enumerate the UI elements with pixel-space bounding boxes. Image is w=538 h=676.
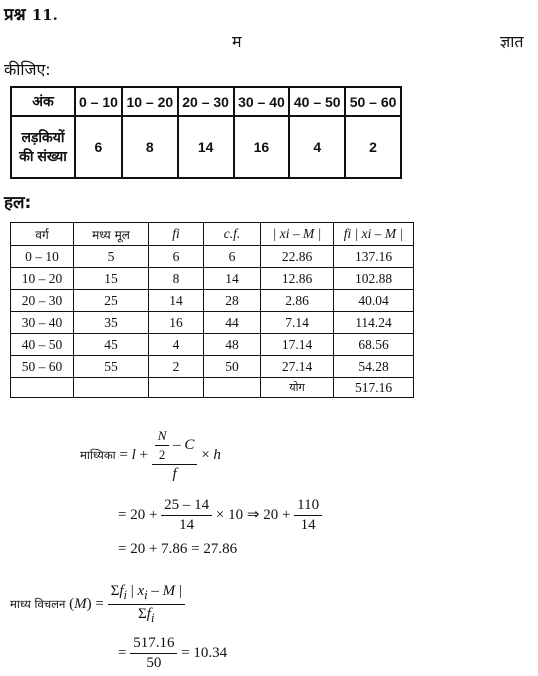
class-row [11, 87, 401, 116]
cell-fi-abs-dev: 40.04 [334, 290, 414, 312]
cell-fi-abs-dev: 68.56 [334, 334, 414, 356]
cell-class: 10 – 20 [11, 268, 74, 290]
mean-deviation-fraction: $\frac{\Sigma f_i | x_i - M |}{\Sigma f_i}$ [108, 583, 185, 626]
table-row [11, 290, 414, 312]
class-cell: 10 – 20 [122, 87, 178, 116]
cell-fi: 14 [149, 290, 204, 312]
cell-midpoint: 25 [74, 290, 149, 312]
final-result: = $\frac{517.16}{50}$ = 10.34 [118, 635, 228, 671]
cell-fi-abs-dev: 54.28 [334, 356, 414, 378]
header-class: वर्ग [11, 223, 74, 246]
step1-fraction-2 [294, 497, 322, 534]
median-step-2: = 20 + 7.86 = 27.86 [118, 541, 238, 557]
empty-cell [11, 378, 74, 398]
cell-midpoint: 15 [74, 268, 149, 290]
cell-abs-dev: 7.14 [261, 312, 334, 334]
cell-fi-abs-dev: 137.16 [334, 246, 414, 268]
total-value: 517.16 [334, 378, 414, 398]
table-row [11, 246, 414, 268]
cell-fi-abs-dev: 102.88 [334, 268, 414, 290]
cell-midpoint: 5 [74, 246, 149, 268]
mean-deviation-formula: माध्य विचलन (M) = $\frac{\Sigma f_i | x_i - M |}{\Sigma f_i}$ [10, 583, 185, 626]
empty-cell [204, 378, 261, 398]
cell-cf: 14 [204, 268, 261, 290]
class-cell: 0 – 10 [75, 87, 122, 116]
cell-fi-abs-dev: 114.24 [334, 312, 414, 334]
header-cf: c.f. [204, 223, 261, 246]
median-label: माध्यिका [80, 447, 116, 462]
cell-fi: 2 [149, 356, 204, 378]
count-row [11, 116, 401, 178]
cell-abs-dev: 12.86 [261, 268, 334, 290]
prompt-text-1: म [232, 32, 242, 51]
cell-midpoint: 55 [74, 356, 149, 378]
cell-midpoint: 45 [74, 334, 149, 356]
header-midpoint: मध्य मूल [74, 223, 149, 246]
step1-fraction [161, 497, 212, 534]
mean-deviation-label: माध्य विचलन [10, 596, 66, 611]
header-abs-dev: | xi – M | [261, 223, 334, 246]
total-row [11, 378, 414, 398]
cell-class: 20 – 30 [11, 290, 74, 312]
count-cell: 16 [234, 116, 290, 178]
header-fi-abs-dev: fi | xi – M | [334, 223, 414, 246]
cell-cf: 44 [204, 312, 261, 334]
median-fraction: $\frac{N}{2}$ – C f [152, 428, 198, 483]
cell-cf: 48 [204, 334, 261, 356]
cell-class: 40 – 50 [11, 334, 74, 356]
step1-lead: = 20 + [118, 506, 158, 523]
final-fraction [130, 635, 177, 672]
class-cell: 50 – 60 [345, 87, 401, 116]
class-cell: 20 – 30 [178, 87, 234, 116]
final-numerator: 517.16 [130, 635, 177, 654]
solution-table [10, 222, 414, 398]
question-table [10, 86, 402, 179]
prompt-text-3: कीजिए: [4, 60, 51, 79]
table-row [11, 312, 414, 334]
cell-midpoint: 35 [74, 312, 149, 334]
cell-abs-dev: 27.14 [261, 356, 334, 378]
count-header [11, 116, 75, 178]
table-row [11, 334, 414, 356]
count-cell: 6 [75, 116, 122, 178]
final-denominator: 50 [146, 655, 162, 671]
empty-cell [74, 378, 149, 398]
median-step-1 [118, 497, 322, 534]
total-label: योग [261, 378, 334, 398]
question-label: प्रश्न [4, 5, 26, 25]
table-row [11, 356, 414, 378]
marks-header: अंक [11, 87, 75, 116]
cell-class: 50 – 60 [11, 356, 74, 378]
cell-abs-dev: 17.14 [261, 334, 334, 356]
question-number: 11. [31, 6, 58, 24]
cell-class: 0 – 10 [11, 246, 74, 268]
count-cell: 14 [178, 116, 234, 178]
cell-class: 30 – 40 [11, 312, 74, 334]
count-cell: 8 [122, 116, 178, 178]
step1-denominator: 14 [179, 517, 195, 533]
prompt-text-2: ज्ञात [500, 32, 524, 51]
count-cell: 2 [345, 116, 401, 178]
class-cell: 40 – 50 [289, 87, 345, 116]
cell-fi: 4 [149, 334, 204, 356]
cell-cf: 50 [204, 356, 261, 378]
solution-label: हल: [4, 193, 32, 213]
count-header-line2: की संख्या [19, 148, 67, 164]
final-value: = 10.34 [181, 644, 228, 661]
empty-cell [149, 378, 204, 398]
cell-abs-dev: 2.86 [261, 290, 334, 312]
median-formula: माध्यिका = l + $\frac{N}{2}$ – C f × h [80, 428, 221, 482]
step1-denominator-2: 14 [300, 517, 316, 533]
step1-numerator: 25 – 14 [161, 497, 212, 516]
count-header-line1: लड़कियों [21, 129, 65, 145]
solution-table-header [11, 223, 414, 246]
cell-fi: 8 [149, 268, 204, 290]
step1-tail: × 10 ⇒ 20 + [215, 506, 291, 523]
cell-fi: 6 [149, 246, 204, 268]
cell-cf: 28 [204, 290, 261, 312]
cell-abs-dev: 22.86 [261, 246, 334, 268]
cell-fi: 16 [149, 312, 204, 334]
step1-numerator-2: 110 [294, 497, 322, 516]
cell-cf: 6 [204, 246, 261, 268]
class-cell: 30 – 40 [234, 87, 290, 116]
table-row [11, 268, 414, 290]
question-heading [4, 2, 58, 25]
count-cell: 4 [289, 116, 345, 178]
header-fi: fi [149, 223, 204, 246]
